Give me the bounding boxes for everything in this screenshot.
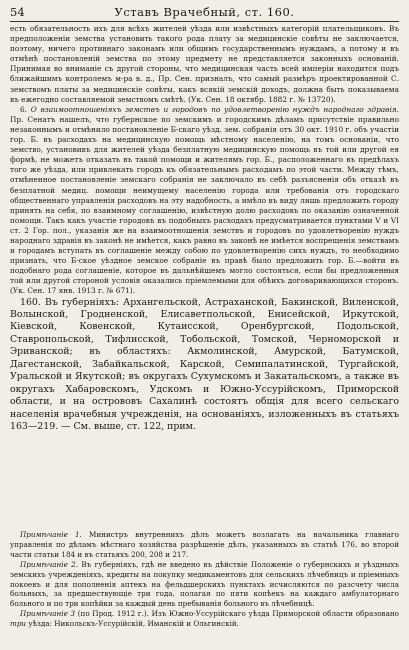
note-2-label: Примѣчаніе 2. bbox=[20, 559, 79, 569]
note-1 bbox=[10, 530, 399, 560]
article-160 bbox=[10, 297, 399, 434]
note-3-italic: три bbox=[10, 619, 27, 629]
paragraph-continuation: есть обязательность ихъ для всѣхъ жителей уѣзда или извѣстныхъ категорій плательщиковъ. Въ предположеніи земства установить такого рода плату за медицинскіе совѣты не заключается, поэтому, ничего противнаго законамъ или общимъ государственнымъ нуждамъ, а потому и въ отмѣнѣ постановленій земства по этому предмету не представляется законныхъ основаній. Принимая во вниманіе съ другой стороны, что медицинская часть всей имперіи находится подъ ближайшимъ контролемъ м-ра в. д., Пр. Сен. призналъ, что самый размѣръ проектированной С. земствомъ платы за медицинскіе совѣты, какъ всякій земскій доходъ, должна быть показываема въ ежегодно составляемой земствомъ смѣтѣ. (Ук. Сен. 18 октябр. 1882 г. № 13720). bbox=[10, 24, 399, 104]
article-text: Въ губерніяхъ: Архангельской, Астраханской, Бакинской, Виленской, Волынской, Гродненской, Елисаветпольской, Енисейской, Иркутской, Кіевской, Ковенской, Кутаисской, Оренбургской, Подольской, Ставропольской, Тифлисской, Тобольской, Томской, Черноморской и Эриванской; въ областяхъ: Акмолинской, Амурской, Батумской, Дагестанской, Забайкальской, Карской, Семипалатинской, Тургайской, Уральской и Якутской; въ округахъ Сухумскомъ и Закатальскомъ, а также въ округахъ Хабаровскомъ, Удскомъ и Южно-Уссурійскомъ, Приморской области, и на острововъ Сахалинѣ состоятъ общія для всего сельскаго населенія врачебныя учрежденія, на основаніяхъ, изложенныхъ въ статьяхъ 163—219. — См. выше, ст. 122, прим. bbox=[10, 296, 399, 433]
note-3-ref: (по Прод. 1912 г.). bbox=[77, 609, 149, 619]
note-1-label: Примѣчаніе 1. bbox=[20, 530, 82, 539]
note-2 bbox=[10, 560, 399, 610]
page-header bbox=[10, 4, 399, 20]
paragraph-section-6 bbox=[10, 105, 399, 297]
body-text bbox=[10, 24, 399, 434]
section-body: Пр. Сенатъ нашелъ, что губернское по земскимъ и городскимъ дѣламъ присутствіе правильно незаконнымъ и отмѣнило постановленіе Б-скаго уѣзд. зем. собранія отъ 30 окт. 1910 г. объ участіи гор. Б. въ расходахъ на медицинскую помощь мѣстному населенію, на томъ основаніи, что земство, установивъ для жителей уѣзда безплатную медицинскую помощь въ той или другой ея формѣ, не можетъ отказать въ такой помощи и жителямъ гор. Б., расположеннаго въ предѣлахъ того же уѣзда, или привлекать городъ къ обязательнымъ расходамъ по этой части. Между тѣмъ, отмѣненное постановленіе земскаго собранія не заключало въ себѣ разъясненія объ отказѣ въ безплатной медиц. помощи неимущему населенію города или требованія отъ городскаго общественнаго управленія расходовъ на эту надобность, а имѣло въ виду лишь предложить городу принять на себя, по взаимному соглашенію, извѣстную долю расходовъ по оказанію означенной помощи. Такъ какъ участіе городовъ въ подобныхъ расходахъ предусматривается пунктами V и VI ст. 2 Гор. пол., указанія же на взаимоотношенія земствъ и городовъ по удовлетворенію нуждъ народнаго здравія въ законѣ не имѣется, какъ равно въ законѣ не имѣется воспрещенія земствамъ и городамъ вступать въ соглашеніе между собою по удовлетворенію сихъ нуждъ, то необходимо признать, что Б-ское уѣздное земское собраніе въ правѣ было предложить гор. Б.—войти въ подобнаго рода соглашеніе, которое въ дальнѣйшемъ могло состояться, если бы предложенныя той или другой стороной условія оказались пріемлемыми для обѣихъ договаривающихся сторонъ. (Ук. Сен. 17 янв. 1913 г. № 671). bbox=[10, 114, 399, 296]
running-title: Уставъ Врачебный, ст. 160. bbox=[114, 5, 295, 19]
note-2-text: Въ губерніяхъ, гдѣ не введено въ дѣйствіе Положеніе о губернскихъ и уѣздныхъ земскихъ учрежденіяхъ, кредиты на покупку медикаментовъ для сельскихъ лѣчебницъ и пріемныхъ покоевъ и для пополненія аптекъ на фельдшерскихъ пунктахъ исчисляются по разсчету числа больныхъ, за предшествующіе три года, полагая по пяти копѣекъ на каждаго амбулаторнаго больного и по три копѣйки за каждый день пребыванія больного въ лѣчебницѣ. bbox=[10, 559, 399, 609]
header-rule bbox=[10, 21, 399, 22]
section-heading: О взаимоотношеніяхъ земствъ и городовъ по удовлетворенію нуждъ народнаго здравія. bbox=[30, 104, 399, 114]
page-number: 54 bbox=[10, 5, 25, 19]
article-number: 160. bbox=[20, 296, 41, 308]
note-3-end: уѣзда: Никольскъ-Уссурійскій, Иманскій и Ольгинскій. bbox=[28, 619, 239, 629]
note-3-label: Примѣчаніе 3 bbox=[20, 609, 76, 619]
note-3 bbox=[10, 609, 399, 629]
note-1-text: Министръ внутреннихъ дѣлъ можетъ возлагать на начальника главнаго управленія по дѣламъ мѣстнаго хозяйства разрѣшеніе дѣлъ, указанныхъ въ статьѣ 176, во второй части статьи 184 и въ статьяхъ 200, 208 и 217. bbox=[10, 530, 400, 559]
note-3-text: Изъ Южно-Уссурійскаго уѣзда Приморской области образовано bbox=[151, 609, 399, 619]
section-number: 6. bbox=[20, 104, 28, 114]
notes bbox=[10, 530, 399, 629]
